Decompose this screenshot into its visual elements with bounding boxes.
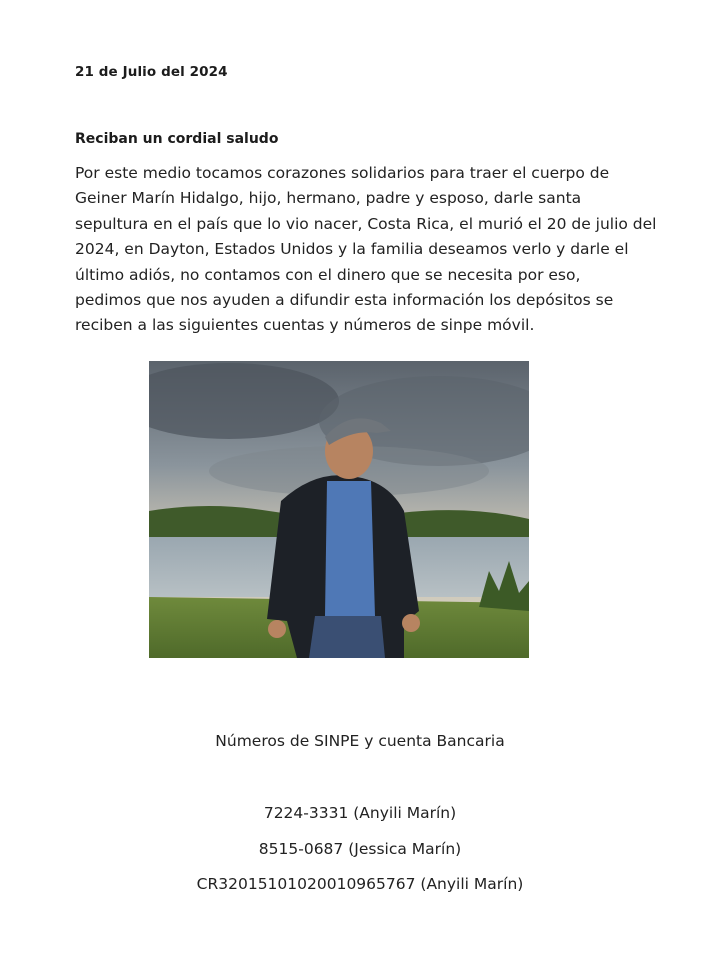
memorial-photo bbox=[149, 361, 529, 658]
letter-greeting: Reciban un cordial saludo bbox=[75, 131, 279, 147]
body-line: último adiós, no contamos con el dinero que se necesita por eso, bbox=[75, 265, 581, 284]
body-line: Geiner Marín Hidalgo, hijo, hermano, padre y esposo, darle santa bbox=[75, 189, 582, 208]
account-entry: 8515-0687 (Jessica Marín) bbox=[258, 839, 462, 858]
body-line: sepultura en el país que lo vio nacer, Costa Rica, el murió el 20 de julio del bbox=[75, 214, 657, 233]
body-line: Por este medio tocamos corazones solidarios para traer el cuerpo de bbox=[75, 164, 610, 182]
accounts-list bbox=[0, 801, 720, 908]
account-entry: CR32015101020010965767 (Anyili Marín) bbox=[196, 875, 524, 893]
section-title: Números de SINPE y cuenta Bancaria bbox=[215, 732, 505, 750]
body-line: 2024, en Dayton, Estados Unidos y la familia deseamos verlo y darle el bbox=[75, 240, 629, 259]
letter-date: 21 de Julio del 2024 bbox=[75, 64, 228, 80]
body-line: reciben a las siguientes cuentas y números de sinpe móvil. bbox=[75, 316, 535, 335]
body-line: pedimos que nos ayuden a difundir esta información los depósitos se bbox=[75, 291, 614, 310]
letter-body bbox=[75, 161, 655, 339]
account-entry: 7224-3331 (Anyili Marín) bbox=[263, 804, 457, 822]
